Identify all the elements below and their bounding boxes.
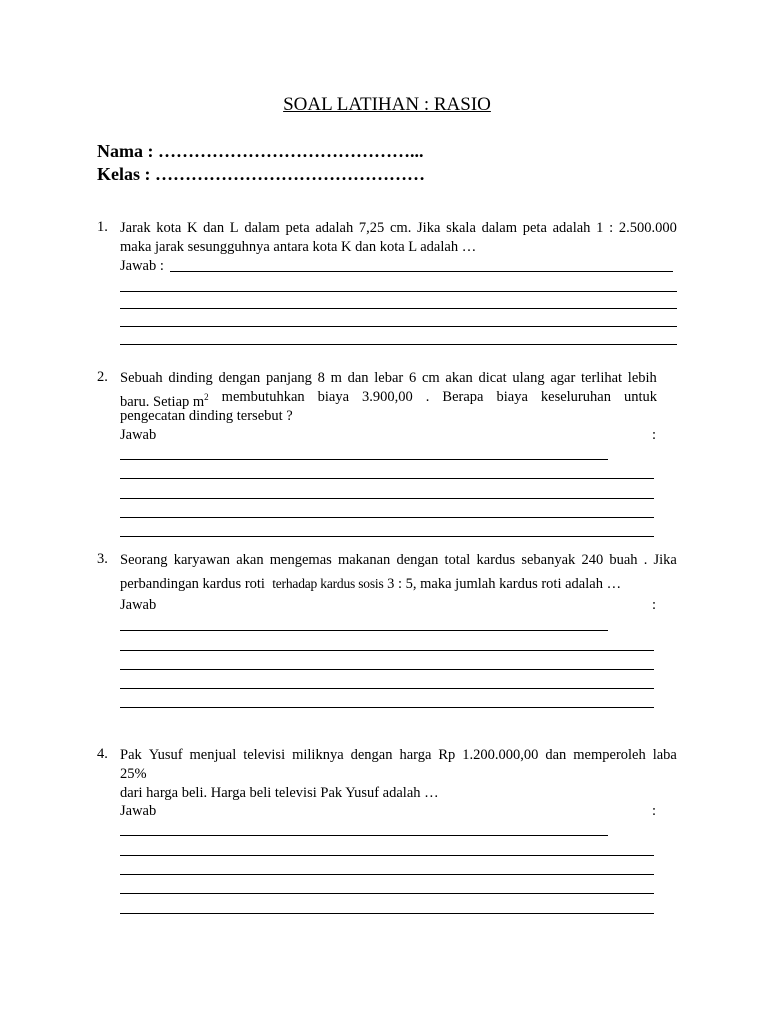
word: 6 xyxy=(408,370,417,386)
answer-line-2-4[interactable] xyxy=(120,517,654,518)
word: kardus xyxy=(476,552,516,568)
word: laba xyxy=(652,747,677,763)
question-3-line-2 xyxy=(120,574,621,594)
word: keseluruhan xyxy=(540,389,611,405)
answer-line-4-2[interactable] xyxy=(120,855,654,856)
word: Berapa xyxy=(442,389,484,405)
answer-line-1-first[interactable] xyxy=(170,271,673,272)
answer-line-2-1[interactable] xyxy=(120,459,608,460)
answer-line-2-3[interactable] xyxy=(120,498,654,499)
question-4-line-2: 25% xyxy=(120,766,147,782)
word: Rp xyxy=(438,747,456,763)
answer-line-3-4[interactable] xyxy=(120,688,654,689)
answer-label-2: Jawab xyxy=(120,427,157,443)
word: 8 xyxy=(317,370,325,386)
word: Seorang xyxy=(120,552,168,568)
word: untuk xyxy=(623,389,657,405)
question-3-line-1 xyxy=(120,551,677,570)
word: kota xyxy=(156,220,182,236)
answer-line-1-3[interactable] xyxy=(120,308,677,309)
answer-line-4-3[interactable] xyxy=(120,874,654,875)
answer-line-3-3[interactable] xyxy=(120,669,654,670)
word: akan xyxy=(236,552,264,568)
word: K xyxy=(186,220,198,236)
word: panjang xyxy=(266,370,312,386)
word: biaya xyxy=(317,389,350,405)
word: . xyxy=(425,389,430,405)
word: 7,25 xyxy=(358,220,385,236)
word: ulang xyxy=(512,370,545,386)
word: m xyxy=(330,370,342,386)
word: dengan xyxy=(218,370,261,386)
word: menjual xyxy=(189,747,237,763)
question-2-line-3: pengecatan dinding tersebut ? xyxy=(120,408,293,424)
word: . xyxy=(643,552,648,568)
word: L xyxy=(229,220,239,236)
word: buah xyxy=(609,552,638,568)
word: cm xyxy=(421,370,440,386)
word: agar xyxy=(550,370,576,386)
word: 2.500.000 xyxy=(618,220,677,236)
answer-line-2-2[interactable] xyxy=(120,478,654,479)
answer-line-3-2[interactable] xyxy=(120,650,654,651)
word: dalam xyxy=(481,220,518,236)
word: skala xyxy=(446,220,476,236)
answer-label-4: Jawab xyxy=(120,803,157,819)
question-1-number: 1. xyxy=(97,219,108,235)
question-4-number: 4. xyxy=(97,746,108,762)
word: peta xyxy=(285,220,310,236)
question-3-number: 3. xyxy=(97,551,108,567)
word: memperoleh xyxy=(573,747,646,763)
word: makanan xyxy=(337,552,391,568)
kelas-field-label: Kelas : ……………………………………… xyxy=(97,164,425,184)
answer-line-2-5[interactable] xyxy=(120,536,654,537)
word: total xyxy=(444,552,471,568)
word: dicat xyxy=(478,370,507,386)
answer-label-1: Jawab : xyxy=(120,258,164,274)
word: lebar xyxy=(374,370,404,386)
word: 1.200.000,00 xyxy=(462,747,539,763)
word: harga xyxy=(399,747,432,763)
word: dinding xyxy=(168,370,213,386)
word: 1 xyxy=(596,220,604,236)
nama-field-label: Nama : ……………………………………... xyxy=(97,141,424,161)
answer-colon-3: : xyxy=(652,597,657,613)
word: Jika xyxy=(417,220,441,236)
answer-label-3: Jawab xyxy=(120,597,157,613)
word: televisi xyxy=(243,747,286,763)
answer-line-3-1[interactable] xyxy=(120,630,608,631)
word: dengan xyxy=(350,747,393,763)
word: biaya xyxy=(496,389,528,405)
word: 3.900,00 xyxy=(362,389,413,405)
word: dan xyxy=(347,370,369,386)
answer-line-1-4[interactable] xyxy=(120,326,677,327)
answer-line-1-5[interactable] xyxy=(120,344,677,345)
question-2-line-1 xyxy=(120,369,657,388)
word: adalah xyxy=(552,220,591,236)
question-3-text-c: 3 : 5, maka jumlah kardus roti adalah … xyxy=(387,576,622,592)
answer-colon-2: : xyxy=(652,427,657,443)
word: Jika xyxy=(653,552,677,568)
word: peta xyxy=(522,220,547,236)
word: Jarak xyxy=(120,220,151,236)
word: adalah xyxy=(315,220,354,236)
word: karyawan xyxy=(173,552,231,568)
answer-colon-4: : xyxy=(652,803,657,819)
word: Yusuf xyxy=(148,747,183,763)
word: 240 xyxy=(581,552,604,568)
word: miliknya xyxy=(292,747,344,763)
word: Pak xyxy=(120,747,142,763)
word: akan xyxy=(445,370,473,386)
word: : xyxy=(609,220,614,236)
answer-line-1-2[interactable] xyxy=(120,291,677,292)
word: dalam xyxy=(244,220,280,236)
word: membutuhkan xyxy=(221,389,305,405)
worksheet-title: SOAL LATIHAN : RASIO xyxy=(283,94,491,115)
answer-line-4-5[interactable] xyxy=(120,913,654,914)
word: Sebuah xyxy=(120,370,163,386)
word: dan xyxy=(203,220,225,236)
superscript-two: 2 xyxy=(204,392,209,402)
word: mengemas xyxy=(269,552,332,568)
question-1-line-1 xyxy=(120,219,677,238)
question-2-number: 2. xyxy=(97,369,108,385)
question-3-text-a: perbandingan kardus roti xyxy=(120,576,265,592)
word: dan xyxy=(545,747,567,763)
word: sebanyak xyxy=(521,552,576,568)
question-2-line-2-start: baru. Setiap $m^2$ xyxy=(120,392,209,410)
answer-line-3-5[interactable] xyxy=(120,707,654,708)
question-4-line-1 xyxy=(120,746,677,765)
word: cm. xyxy=(389,220,412,236)
question-1-line-2: maka jarak sesungguhnya antara kota K dan kota L adalah … xyxy=(120,239,477,255)
question-3-text-b: terhadap kardus sosis xyxy=(272,576,384,591)
word: dengan xyxy=(396,552,439,568)
answer-line-4-4[interactable] xyxy=(120,893,654,894)
answer-line-4-1[interactable] xyxy=(120,835,608,836)
word: terlihat xyxy=(581,370,623,386)
word: lebih xyxy=(627,370,657,386)
question-4-line-3: dari harga beli. Harga beli televisi Pak Yusuf adalah … xyxy=(120,785,439,801)
